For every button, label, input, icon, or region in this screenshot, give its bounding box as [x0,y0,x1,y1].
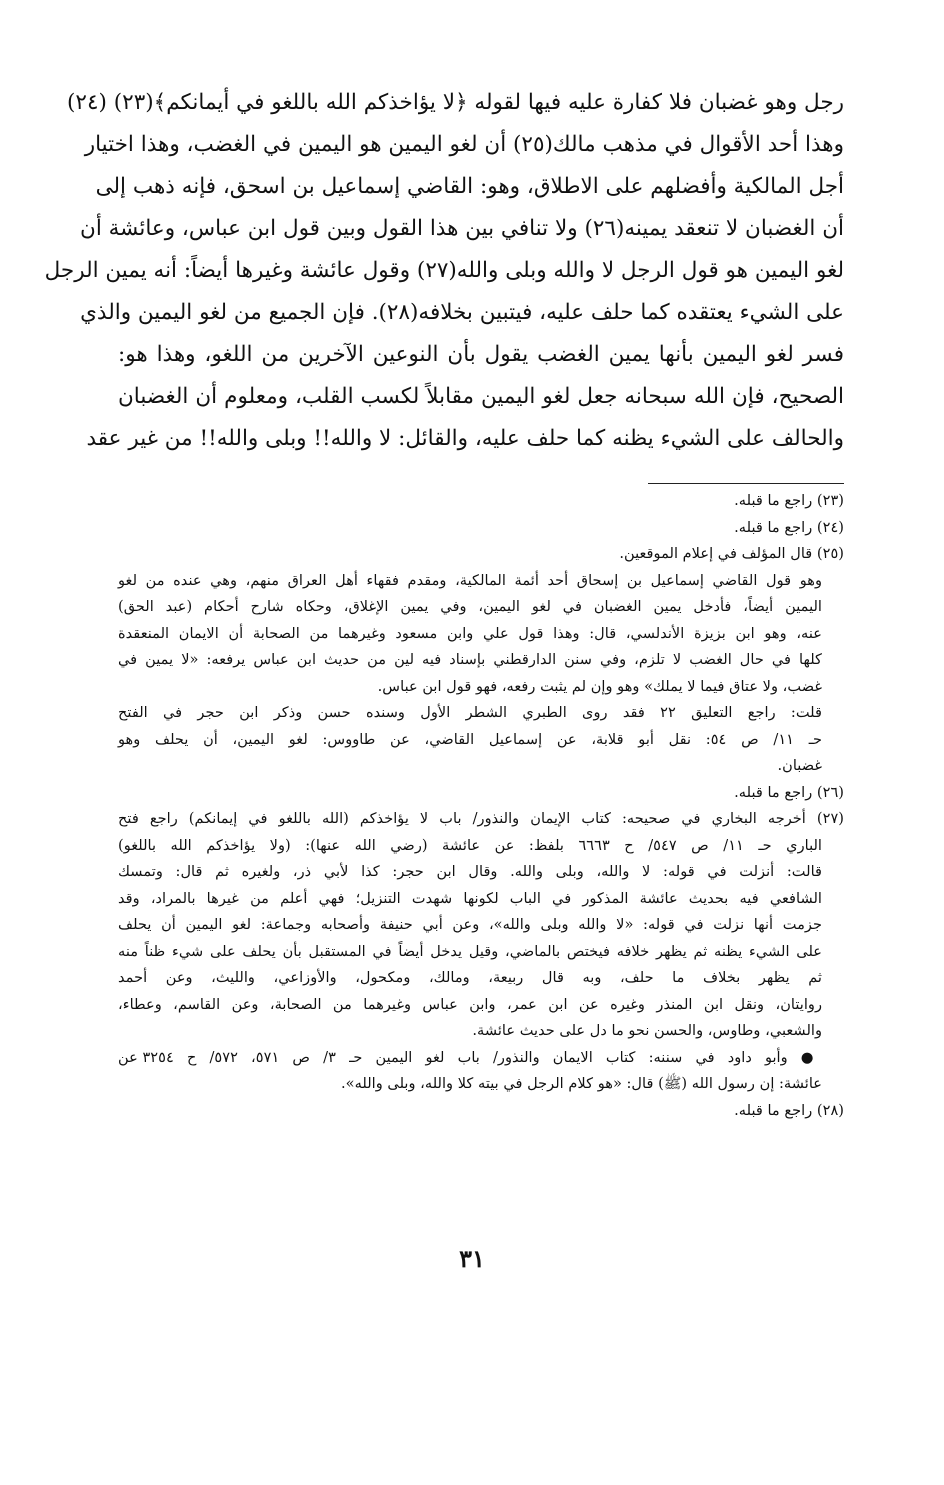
footnote-line: الشافعي فيه بحديث عائشة المذكور في الباب لكونها شهدت التنزيل؛ فهي أعلم من غيرها بالمراد، وقد [118,889,822,907]
footnote-line: على الشيء يظنه ثم يظهر خلافه فيختص بالماضي، وقيل يدخل أيضاً في المستقبل بأن يحلف على شيء ظناً منه [118,942,822,960]
body-line: أن الغضبان لا تنعقد يمينه(٢٦) ولا تنافي بين هذا القول وبين قول ابن عباس، وعائشة أن [80,216,844,241]
body-line: والحالف على الشيء يظنه كما حلف عليه، والقائل: لا والله!! وبلى والله!! من غير عقد [86,426,844,451]
footnote-line: ● وأبو داود في سننه: كتاب الايمان والنذور/ باب لغو اليمين حـ ٣/ ص ٥٧١، ٥٧٢/ ح ٣٢٥٤ عن [118,1048,822,1066]
footnote-line: (٢٣) راجع ما قبله. [734,492,844,509]
footnote-line: عائشة: إن رسول الله (ﷺ) قال: «هو كلام الرجل في بيته كلا والله، وبلى والله». [341,1075,822,1092]
footnote-line: عنه، وهو ابن بزيزة الأندلسي، قال: وهذا قول علي وابن مسعود وغيرهما من الصحابة أن الايمان المنعقدة [118,624,822,642]
body-line: فسر لغو اليمين بأنها يمين الغضب يقول بأن النوعين الآخرين من اللغو، وهذا هو: [118,342,844,367]
body-line: رجل وهو غضبان فلا كفارة عليه فيها لقوله ﴿لا يؤاخذكم الله باللغو في أيمانكم﴾(٢٣) (٢٤) [67,90,844,115]
page-number: ٣١ [459,1244,485,1273]
footnote-line: حـ ١١/ ص ٥٤: نقل أبو قلابة، عن إسماعيل القاضي، عن طاووس: لغو اليمين، أن يحلف وهو [118,730,823,748]
footnote-line: غضبان. [777,757,822,774]
body-line: على الشيء يعتقده كما حلف عليه، فيتبين بخلافه(٢٨). فإن الجميع من لغو اليمين والذي [80,300,844,325]
footnote-line: (٢٧) أخرجه البخاري في صحيحه: كتاب الإيمان والنذور/ باب لا يؤاخذكم (الله باللغو في إيمانكم) راجع فتح [118,810,844,827]
body-line: لغو اليمين هو قول الرجل لا والله وبلى والله(٢٧) وقول عائشة وغيرها أيضاً: أنه يمين الرجل [44,258,844,283]
footnote-line: (٢٦) راجع ما قبله. [734,783,844,801]
footnote-line: اليمين أيضاً، فأدخل يمين الغضبان في لغو اليمين، وفي يمين الإغلاق، وحكاه شارح أحكام (عبد الحق) [118,598,822,615]
main-text [44,82,844,460]
footnote-line: روايتان، ونقل ابن المنذر وغيره عن ابن عمر، وابن عباس وغيرهما من الصحابة، وعن القاسم، وعطاء، [118,995,822,1013]
footnote-line: غضب، ولا عتاق فيما لا يملك» وهو وإن لم يثبت رفعه، فهو قول ابن عباس. [377,677,822,695]
footnotes [118,488,844,1124]
footnote-line: جزمت أنها نزلت في قوله: «لا والله وبلى والله»، وعن أبي حنيفة وأصحابه وجماعة: لغو اليمين أن يحلف [118,916,822,933]
footnote-line: (٢٤) راجع ما قبله. [734,518,844,536]
footnote-line: كلها في حال الغضب لا تلزم، وفي سنن الدارقطني بإسناد فيه لين من حديث ابن عباس يرفعه: «لا يمين في [118,651,822,668]
body-line: أجل المالكية وأفضلهم على الاطلاق، وهو: القاضي إسماعيل بن اسحق، فإنه ذهب إلى [95,174,844,199]
footnote-line: وهو قول القاضي إسماعيل بن إسحاق أحد أئمة المالكية، ومقدم فقهاء أهل العراق منهم، وهي عنده من لغو [118,571,822,589]
body-line: الصحيح، فإن الله سبحانه جعل لغو اليمين مقابلاً لكسب القلب، ومعلوم أن الغضبان [118,384,844,409]
footnote-divider [648,483,844,484]
footnote-line: والشعبي، وطاوس، والحسن نحو ما دل على حديث عائشة. [472,1022,822,1039]
footnote-line: قلت: راجع التعليق ٢٢ فقد روى الطبري الشطر الأول وسنده حسن وذكر ابن حجر في الفتح [118,704,822,721]
footnote-line: قالت: أنزلت في قوله: لا والله، وبلى والله. وقال ابن حجر: كذا لأبي ذر، ولغيره ثم قال: وتمسك [118,863,822,880]
footnote-line: (٢٨) راجع ما قبله. [734,1101,844,1119]
footnote-line: (٢٥) قال المؤلف في إعلام الموقعين. [619,545,844,562]
body-line: وهذا أحد الأقوال في مذهب مالك(٢٥) أن لغو اليمين هو اليمين في الغضب، وهذا اختيار [84,132,844,157]
footnote-line: ثم يظهر بخلاف ما حلف، وبه قال ربيعة، ومالك، ومكحول، والأوزاعي، والليث، وعن أحمد [118,969,822,986]
footnote-line: الباري حـ ١١/ ص ٥٤٧/ ح ٦٦٦٣ بلفظ: عن عائشة (رضي الله عنها): (ولا يؤاخذكم الله باللغو) [118,836,822,854]
